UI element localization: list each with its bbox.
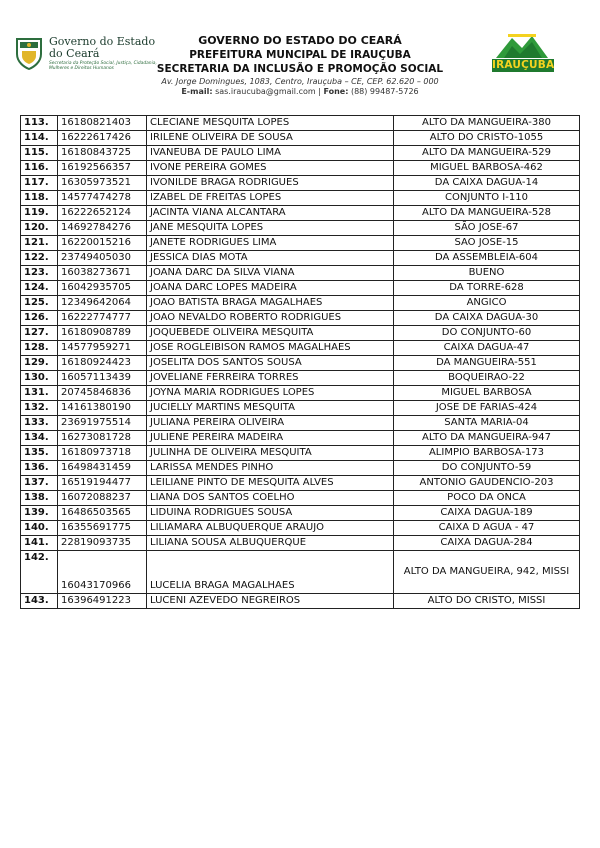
row-number: 142.	[21, 551, 58, 594]
name-cell: JUCIELLY MARTINS MESQUITA	[147, 401, 394, 416]
table-row	[21, 446, 580, 461]
addr-cell: ALTO DA MANGUEIRA-947	[394, 431, 580, 446]
row-number: 127.	[21, 326, 58, 341]
nis-cell: 16222617426	[58, 131, 147, 146]
row-number: 118.	[21, 191, 58, 206]
nis-cell: 16486503565	[58, 506, 147, 521]
addr-cell: ALIMPIO BARBOSA-173	[394, 446, 580, 461]
state-government-name: Governo do Estado do Ceará	[49, 35, 156, 60]
table-row	[21, 326, 580, 341]
table-row	[21, 551, 580, 594]
table-row	[21, 116, 580, 131]
nis-cell: 16355691775	[58, 521, 147, 536]
table-row	[21, 416, 580, 431]
row-number: 140.	[21, 521, 58, 536]
nis-cell: 14577959271	[58, 341, 147, 356]
table-row	[21, 251, 580, 266]
row-number: 129.	[21, 356, 58, 371]
addr-cell: ANTONIO GAUDENCIO-203	[394, 476, 580, 491]
table-row	[21, 476, 580, 491]
nis-cell: 16057113439	[58, 371, 147, 386]
name-cell: LEILIANE PINTO DE MESQUITA ALVES	[147, 476, 394, 491]
nis-cell: 16220015216	[58, 236, 147, 251]
nis-cell: 16180843725	[58, 146, 147, 161]
addr-cell: DO CONJUNTO-60	[394, 326, 580, 341]
row-number: 141.	[21, 536, 58, 551]
row-number: 133.	[21, 416, 58, 431]
addr-cell: ALTO DO CRISTO-1055	[394, 131, 580, 146]
secretaria-title: SECRETARIA DA INCLUSÃO E PROMOÇÃO SOCIAL	[156, 63, 444, 75]
addr-cell: DA MANGUEIRA-551	[394, 356, 580, 371]
table-row	[21, 131, 580, 146]
addr-cell: BOQUEIRAO-22	[394, 371, 580, 386]
table-row	[21, 386, 580, 401]
row-number: 132.	[21, 401, 58, 416]
addr-cell: MIGUEL BARBOSA	[394, 386, 580, 401]
addr-cell: DO CONJUNTO-59	[394, 461, 580, 476]
name-cell: JULIANA PEREIRA OLIVEIRA	[147, 416, 394, 431]
letterhead	[0, 0, 600, 110]
row-number: 135.	[21, 446, 58, 461]
addr-cell: DA TORRE-628	[394, 281, 580, 296]
table-row	[21, 191, 580, 206]
name-cell: LIDUINA RODRIGUES SOUSA	[147, 506, 394, 521]
name-cell: JOAO BATISTA BRAGA MAGALHAES	[147, 296, 394, 311]
table-row	[21, 536, 580, 551]
name-cell: LILIAMARA ALBUQUERQUE ARAUJO	[147, 521, 394, 536]
table-row	[21, 281, 580, 296]
phone-value: (88) 99487-5726	[350, 87, 419, 96]
nis-cell: 16498431459	[58, 461, 147, 476]
table-row	[21, 371, 580, 386]
nis-cell: 16222774777	[58, 311, 147, 326]
ceara-crest-icon	[14, 36, 44, 70]
row-number: 126.	[21, 311, 58, 326]
addr-cell: DA ASSEMBLEIA-604	[394, 251, 580, 266]
row-number: 136.	[21, 461, 58, 476]
table-row	[21, 311, 580, 326]
iraucuba-logo-text: IRAUÇUBA	[492, 59, 555, 71]
name-cell: CLECIANE MESQUITA LOPES	[147, 116, 394, 131]
addr-cell: JOSE DE FARIAS-424	[394, 401, 580, 416]
row-number: 137.	[21, 476, 58, 491]
nis-cell: 20745846836	[58, 386, 147, 401]
table-row	[21, 506, 580, 521]
nis-cell: 16396491223	[58, 594, 147, 609]
name-cell: JANE MESQUITA LOPES	[147, 221, 394, 236]
email-label: E-mail:	[181, 87, 213, 96]
row-number: 124.	[21, 281, 58, 296]
nis-cell: 16072088237	[58, 491, 147, 506]
addr-cell: POCO DA ONCA	[394, 491, 580, 506]
name-cell: JOANA DARC LOPES MADEIRA	[147, 281, 394, 296]
row-number: 139.	[21, 506, 58, 521]
nis-cell: 16273081728	[58, 431, 147, 446]
nis-cell: 23749405030	[58, 251, 147, 266]
addr-cell: SÃO JOSE-67	[394, 221, 580, 236]
table-row	[21, 431, 580, 446]
row-number: 131.	[21, 386, 58, 401]
government-title: GOVERNO DO ESTADO DO CEARÁ	[198, 34, 402, 47]
row-number: 114.	[21, 131, 58, 146]
table-row	[21, 341, 580, 356]
prefeitura-title: PREFEITURA MUNCIPAL DE IRAUÇUBA	[189, 49, 411, 61]
row-number: 130.	[21, 371, 58, 386]
table-row	[21, 401, 580, 416]
addr-cell: CAIXA DAGUA-284	[394, 536, 580, 551]
addr-cell: CONJUNTO I-110	[394, 191, 580, 206]
table-row	[21, 594, 580, 609]
addr-cell: DA CAIXA DAGUA-14	[394, 176, 580, 191]
addr-cell: DA CAIXA DAGUA-30	[394, 311, 580, 326]
name-cell: JOAO NEVALDO ROBERTO RODRIGUES	[147, 311, 394, 326]
nis-cell: 14577474278	[58, 191, 147, 206]
nis-cell: 16042935705	[58, 281, 147, 296]
nis-cell: 16519194477	[58, 476, 147, 491]
name-cell: LUCENI AZEVEDO NEGREIROS	[147, 594, 394, 609]
row-number: 120.	[21, 221, 58, 236]
name-cell: LIANA DOS SANTOS COELHO	[147, 491, 394, 506]
row-number: 143.	[21, 594, 58, 609]
table-row	[21, 146, 580, 161]
addr-cell: CAIXA D AGUA - 47	[394, 521, 580, 536]
row-number: 115.	[21, 146, 58, 161]
nis-cell: 16180821403	[58, 116, 147, 131]
row-number: 125.	[21, 296, 58, 311]
addr-cell: ALTO DA MANGUEIRA, 942, MISSI	[394, 551, 580, 594]
name-cell: JANETE RODRIGUES LIMA	[147, 236, 394, 251]
row-number: 113.	[21, 116, 58, 131]
nis-cell: 14692784276	[58, 221, 147, 236]
nis-cell: 16180908789	[58, 326, 147, 341]
phone-label: Fone:	[323, 87, 349, 96]
name-cell: JESSICA DIAS MOTA	[147, 251, 394, 266]
table-row	[21, 236, 580, 251]
name-cell: IZABEL DE FREITAS LOPES	[147, 191, 394, 206]
row-number: 122.	[21, 251, 58, 266]
table-row	[21, 161, 580, 176]
table-row	[21, 521, 580, 536]
name-cell: JOSELITA DOS SANTOS SOUSA	[147, 356, 394, 371]
name-cell: JACINTA VIANA ALCANTARA	[147, 206, 394, 221]
table-row	[21, 491, 580, 506]
addr-cell: ALTO DA MANGUEIRA-380	[394, 116, 580, 131]
table-row	[21, 206, 580, 221]
state-government-subtitle: Secretaria da Proteção Social, Justiça, Cidadania, Mulheres e Direitos Humanos	[49, 61, 157, 71]
nis-cell: 16038273671	[58, 266, 147, 281]
name-cell: JOVELIANE FERREIRA TORRES	[147, 371, 394, 386]
row-number: 121.	[21, 236, 58, 251]
iraucuba-logo	[490, 32, 554, 74]
name-cell: LARISSA MENDES PINHO	[147, 461, 394, 476]
table-row	[21, 266, 580, 281]
addr-cell: ALTO DO CRISTO, MISSI	[394, 594, 580, 609]
address-line: Av. Jorge Domingues, 1083, Centro, Irauçuba – CE, CEP. 62.620 – 000	[161, 77, 439, 86]
addr-cell: ANGICO	[394, 296, 580, 311]
table-row	[21, 176, 580, 191]
table-row	[21, 221, 580, 236]
name-cell: LILIANA SOUSA ALBUQUERQUE	[147, 536, 394, 551]
contact-line: E-mail: sas.iraucuba@gmail.com | Fone: (88) 99487-5726	[181, 87, 419, 96]
table-row	[21, 296, 580, 311]
table-row	[21, 356, 580, 371]
addr-cell: MIGUEL BARBOSA-462	[394, 161, 580, 176]
row-number: 116.	[21, 161, 58, 176]
addr-cell: BUENO	[394, 266, 580, 281]
addr-cell: SAO JOSE-15	[394, 236, 580, 251]
name-cell: JULIENE PEREIRA MADEIRA	[147, 431, 394, 446]
name-cell: IVONE PEREIRA GOMES	[147, 161, 394, 176]
table-row	[21, 461, 580, 476]
name-cell: IVANEUBA DE PAULO LIMA	[147, 146, 394, 161]
mountain-logo-icon	[490, 32, 554, 60]
nis-cell: 16192566357	[58, 161, 147, 176]
row-number: 123.	[21, 266, 58, 281]
addr-cell: ALTO DA MANGUEIRA-529	[394, 146, 580, 161]
nis-cell: 23691975514	[58, 416, 147, 431]
nis-cell: 16043170966	[58, 551, 147, 594]
row-number: 134.	[21, 431, 58, 446]
name-cell: JOSE ROGLEIBISON RAMOS MAGALHAES	[147, 341, 394, 356]
nis-cell: 12349642064	[58, 296, 147, 311]
name-cell: JULINHA DE OLIVEIRA MESQUITA	[147, 446, 394, 461]
row-number: 138.	[21, 491, 58, 506]
name-cell: JOANA DARC DA SILVA VIANA	[147, 266, 394, 281]
addr-cell: CAIXA DAGUA-189	[394, 506, 580, 521]
nis-cell: 22819093735	[58, 536, 147, 551]
beneficiary-table-body	[21, 116, 580, 609]
addr-cell: SANTA MARIA-04	[394, 416, 580, 431]
addr-cell: CAIXA DAGUA-47	[394, 341, 580, 356]
name-cell: IRILENE OLIVEIRA DE SOUSA	[147, 131, 394, 146]
nis-cell: 16180973718	[58, 446, 147, 461]
name-cell: LUCELIA BRAGA MAGALHAES	[147, 551, 394, 594]
nis-cell: 16222652124	[58, 206, 147, 221]
email-value: sas.iraucuba@gmail.com	[215, 87, 316, 96]
row-number: 117.	[21, 176, 58, 191]
nis-cell: 14161380190	[58, 401, 147, 416]
row-number: 128.	[21, 341, 58, 356]
nis-cell: 16305973521	[58, 176, 147, 191]
name-cell: IVONILDE BRAGA RODRIGUES	[147, 176, 394, 191]
row-number: 119.	[21, 206, 58, 221]
nis-cell: 16180924423	[58, 356, 147, 371]
name-cell: JOQUEBEDE OLIVEIRA MESQUITA	[147, 326, 394, 341]
addr-cell: ALTO DA MANGUEIRA-528	[394, 206, 580, 221]
beneficiary-table	[20, 115, 580, 609]
letterhead-text	[130, 34, 470, 97]
name-cell: JOYNA MARIA RODRIGUES LOPES	[147, 386, 394, 401]
